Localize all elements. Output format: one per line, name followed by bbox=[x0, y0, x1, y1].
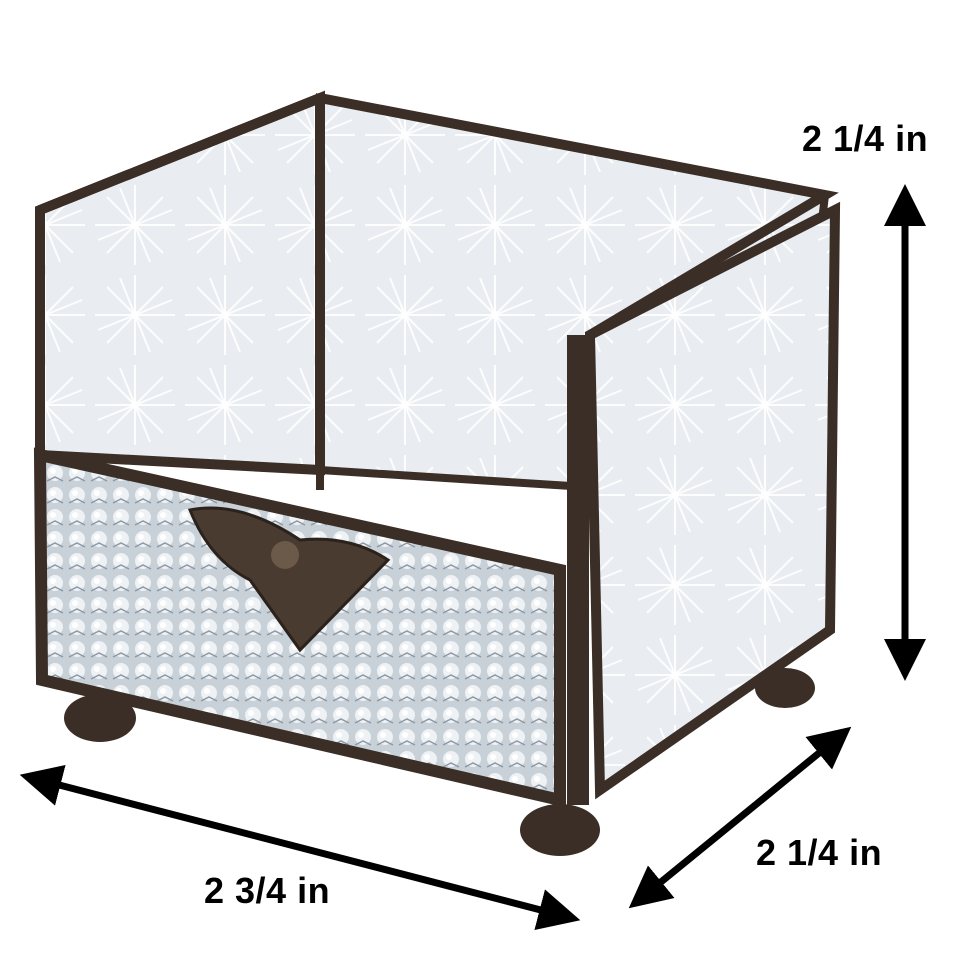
width-dimension-label: 2 3/4 in bbox=[204, 870, 331, 911]
foot-front bbox=[520, 804, 600, 856]
foot-right bbox=[755, 668, 815, 708]
height-dimension-label: 2 1/4 in bbox=[802, 118, 929, 159]
ornament-center bbox=[271, 541, 299, 569]
depth-dimension-label: 2 1/4 in bbox=[756, 832, 883, 873]
foot-left bbox=[64, 694, 136, 742]
